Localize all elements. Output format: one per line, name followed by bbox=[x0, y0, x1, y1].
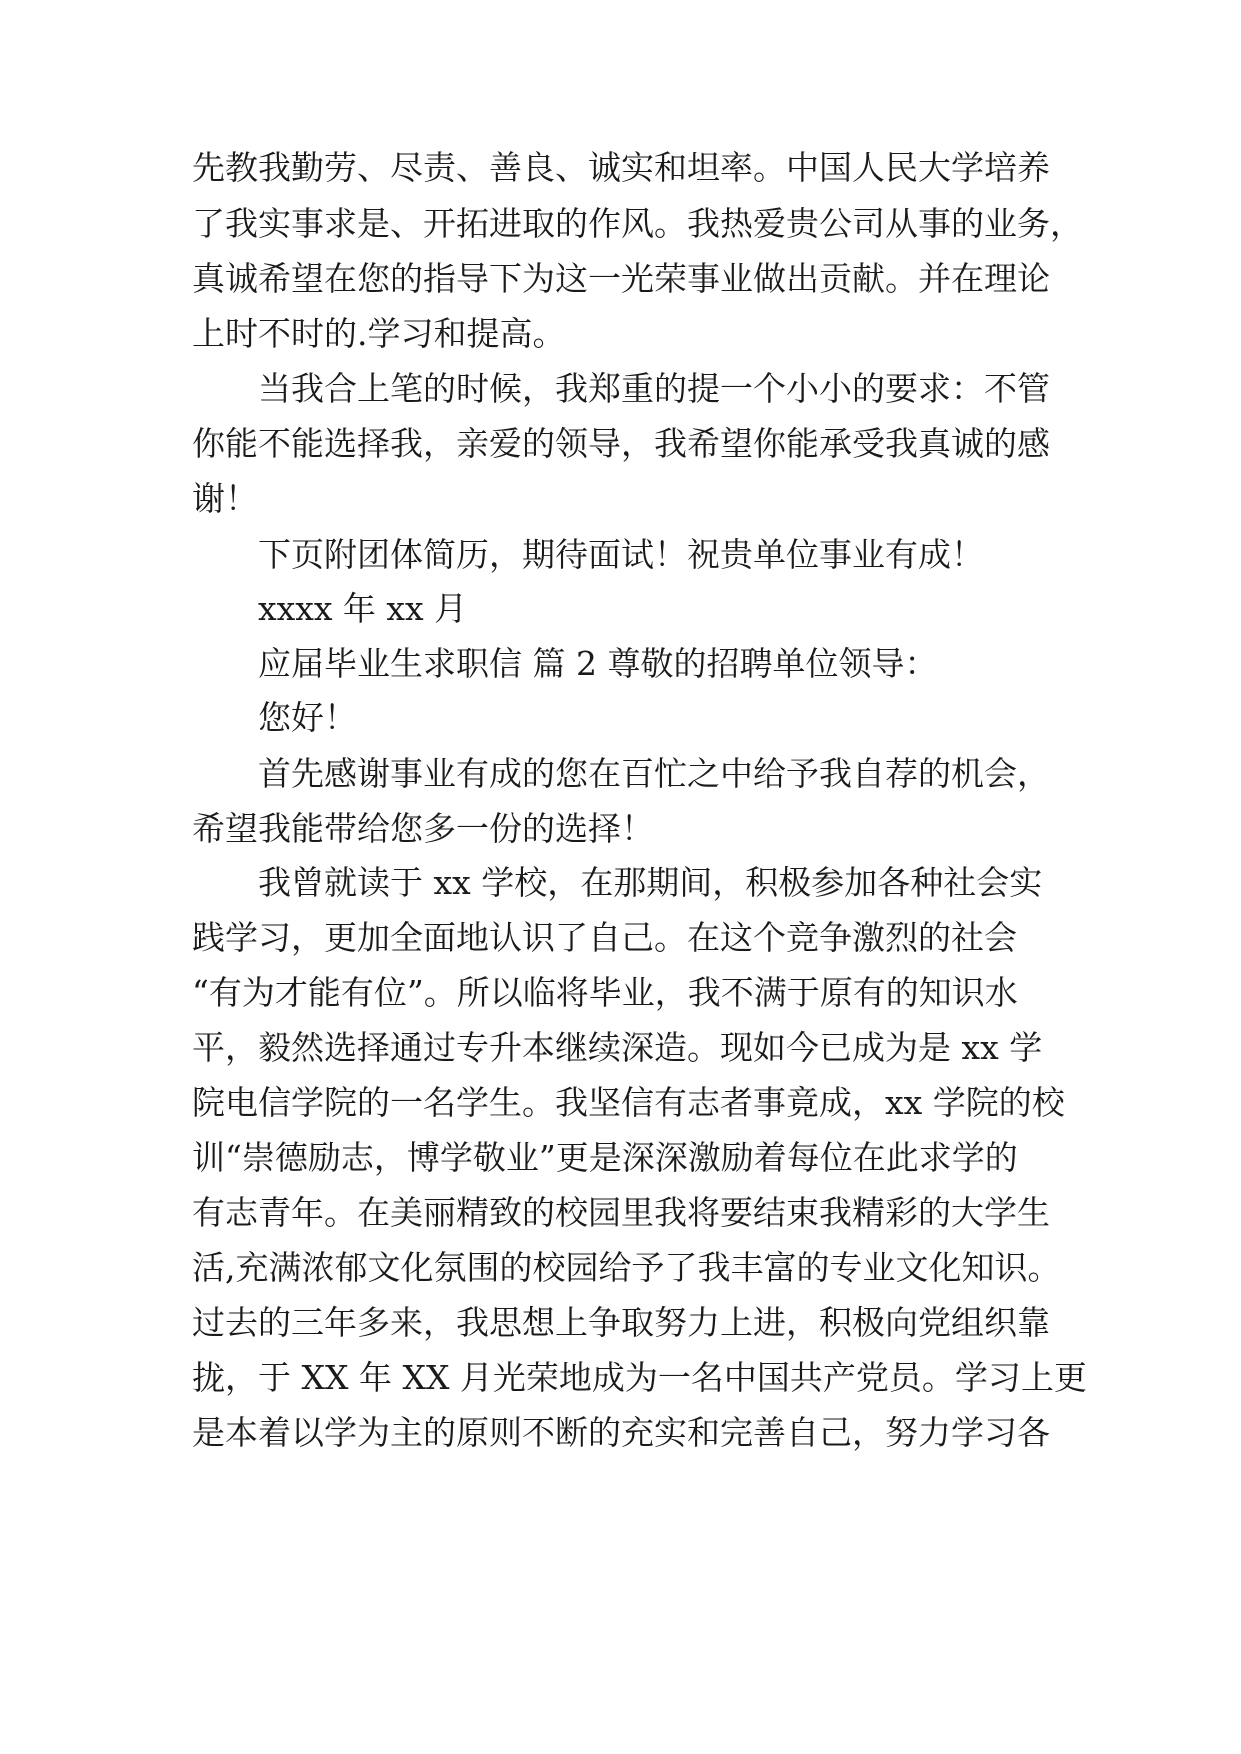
body-line: 上时不时的.学习和提高。 bbox=[192, 314, 566, 353]
body-line: 院电信学院的一名学生。我坚信有志者事竟成，xx 学院的校 bbox=[192, 1083, 1065, 1122]
body-line: 践学习，更加全面地认识了自己。在这个竞争激烈的社会 bbox=[192, 918, 1017, 957]
paragraph-start-line: 首先感谢事业有成的您在百忙之中给予我自荐的机会， bbox=[258, 754, 1050, 793]
body-line: 你能不能选择我，亲爱的领导，我希望你能承受我真诚的感 bbox=[192, 424, 1050, 463]
body-line: 谢！ bbox=[192, 479, 258, 518]
date-line: xxxx 年 xx 月 bbox=[258, 589, 468, 628]
body-line: 训“崇德励志，博学敬业”更是深深激励着每位在此求学的 bbox=[192, 1138, 1018, 1177]
paragraph-start-line: 当我合上笔的时候，我郑重的提一个小小的要求：不管 bbox=[258, 369, 1050, 408]
body-line: 先教我勤劳、尽责、善良、诚实和坦率。中国人民大学培养 bbox=[192, 148, 1050, 187]
body-line: 了我实事求是、开拓进取的作风。我热爱贵公司从事的业务， bbox=[192, 204, 1083, 243]
body-line: 活,充满浓郁文化氛围的校园给予了我丰富的专业文化知识。 bbox=[192, 1248, 1061, 1287]
paragraph-start-line: 我曾就读于 xx 学校，在那期间，积极参加各种社会实 bbox=[258, 863, 1043, 902]
body-line: 真诚希望在您的指导下为这一光荣事业做出贡献。并在理论 bbox=[192, 259, 1050, 298]
attachment-note: 下页附团体简历，期待面试！祝贵单位事业有成！ bbox=[258, 535, 984, 574]
body-line: 过去的三年多来，我思想上争取努力上进，积极向党组织靠 bbox=[192, 1303, 1050, 1342]
body-line: 希望我能带给您多一份的选择！ bbox=[192, 809, 654, 848]
body-line: 平，毅然选择通过专升本继续深造。现如今已成为是 xx 学 bbox=[192, 1028, 1043, 1067]
body-line: “有为才能有位”。所以临将毕业，我不满于原有的知识水 bbox=[192, 973, 1018, 1012]
body-line: 拢，于 XX 年 XX 月光荣地成为一名中国共产党员。学习上更 bbox=[192, 1358, 1087, 1397]
body-line: 是本着以学为主的原则不断的充实和完善自己，努力学习各 bbox=[192, 1413, 1050, 1452]
letter-heading: 应届毕业生求职信 篇 2 尊敬的招聘单位领导： bbox=[258, 644, 938, 683]
greeting: 您好！ bbox=[258, 698, 357, 737]
body-line: 有志青年。在美丽精致的校园里我将要结束我精彩的大学生 bbox=[192, 1193, 1050, 1232]
